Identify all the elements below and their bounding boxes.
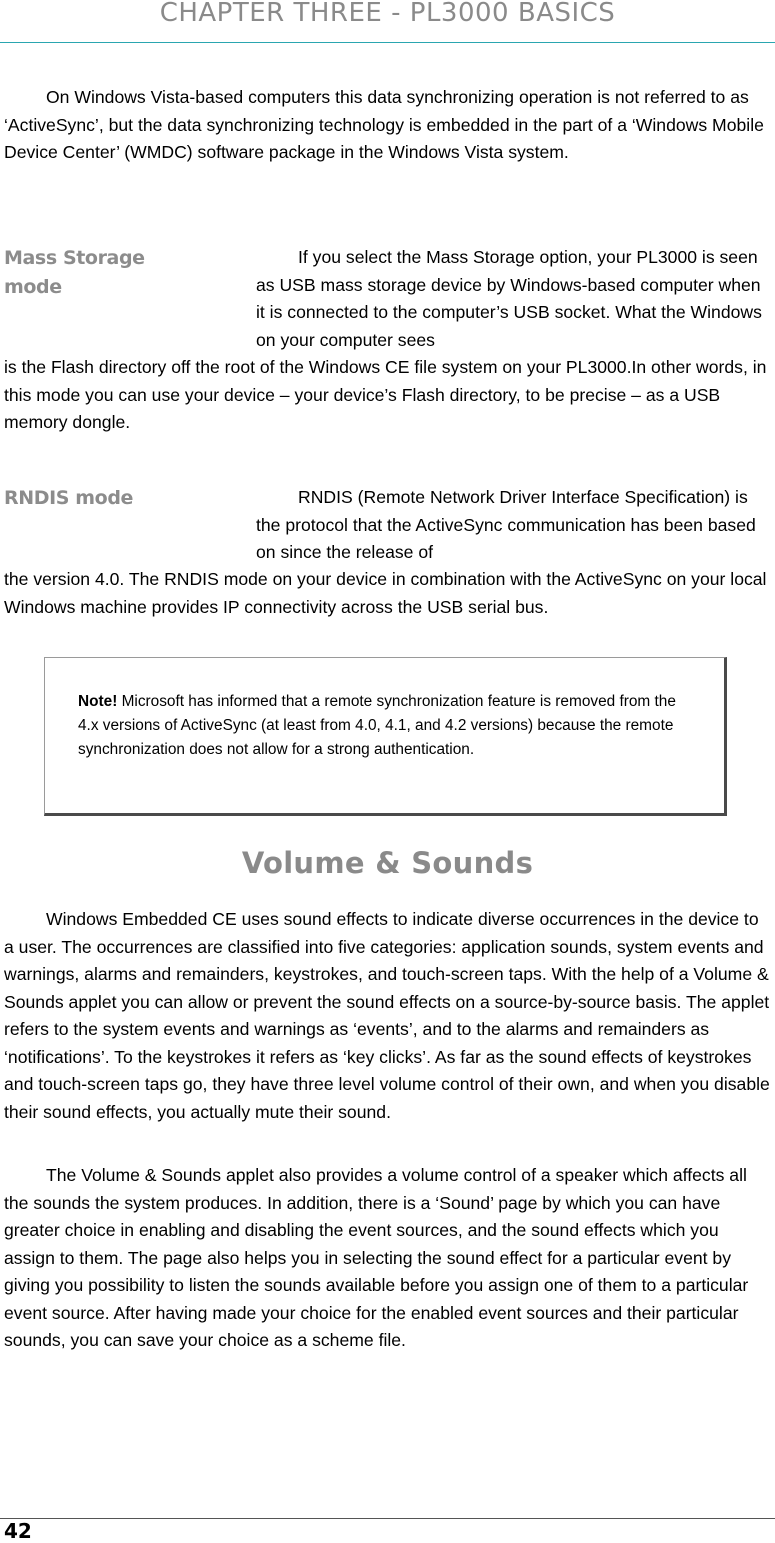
volume-sounds-title: Volume & Sounds [241,846,534,880]
mass-storage-paragraph-intro: If you select the Mass Storage option, your PL3000 is seen as USB mass storage device by Windows-based computer when it is connected to the computer’s USB socket. What the Windows on your computer sees [256,247,762,350]
mass-storage-heading [4,244,145,302]
rndis-paragraph-intro: RNDIS (Remote Network Driver Interface Specification) is the protocol that the ActiveSync communication has been based on since the release of [256,487,756,562]
rndis-heading: RNDIS mode [4,487,134,509]
mass-storage-paragraph-continued: is the Flash directory off the root of the Windows CE file system on your PL3000.In other words, in this mode you can use your device – your device’s Flash directory, to be precise – as a USB memory dongle. [4,357,767,432]
volume-sounds-paragraph-1: Windows Embedded CE uses sound effects to indicate diverse occurrences in the device to a user. The occurrences are classified into five categories: application sounds, system events and warnings, alarms and remainders, keystrokes, and touch-screen taps. With the help of a Volume & Sounds applet you can allow or prevent the sound effects on a source-by-source basis. The applet refers to the system events and warnings as ‘events’, and to the alarms and remainders as ‘notifications’. To the keystrokes it refers as ‘key clicks’. As far as the sound effects of keystrokes and touch-screen taps go, they have three level volume control of their own, and when you disable their sound effects, you actually mute their sound. [4,909,770,1122]
note-body: Microsoft has informed that a remote synchronization feature is removed from the 4.x versions of ActiveSync (at least from 4.0, 4.1, and 4.2 versions) because the remote synchronization does not allow for a strong authentication. [78,693,676,758]
page-number: 42 [4,1519,32,1543]
intro-paragraph: On Windows Vista-based computers this data synchronizing operation is not referred to as ‘ActiveSync’, but the data synchronizing technology is embedded in the part of a ‘Windows Mobile Device Center’ (WMDC) software package in the Windows Vista system. [4,87,764,162]
page-header [0,0,775,43]
mass-storage-heading-line2: mode [4,276,62,298]
note-label: Note! [78,693,118,710]
note-text [78,690,688,762]
footer-rule [0,1518,775,1519]
chapter-title: CHAPTER THREE - PL3000 BASICS [159,0,616,28]
volume-sounds-paragraph-2: The Volume & Sounds applet also provides a volume control of a speaker which affects all the sounds the system produces. In addition, there is a ‘Sound’ page by which you can have greater choice in enabling and disabling the event sources, and the sound effects which you assign to them. The page also helps you in selecting the sound effect for a particular event by giving you possibility to listen the sounds available before you assign one of them to a particular event source. After having made your choice for the enabled event sources and their particular sounds, you can save your choice as a scheme file. [4,1165,749,1350]
mass-storage-heading-line1: Mass Storage [4,247,145,269]
note-box [44,657,727,816]
rndis-paragraph-continued: the version 4.0. The RNDIS mode on your device in combination with the ActiveSync on your local Windows machine provides IP connectivity across the USB serial bus. [4,569,767,617]
